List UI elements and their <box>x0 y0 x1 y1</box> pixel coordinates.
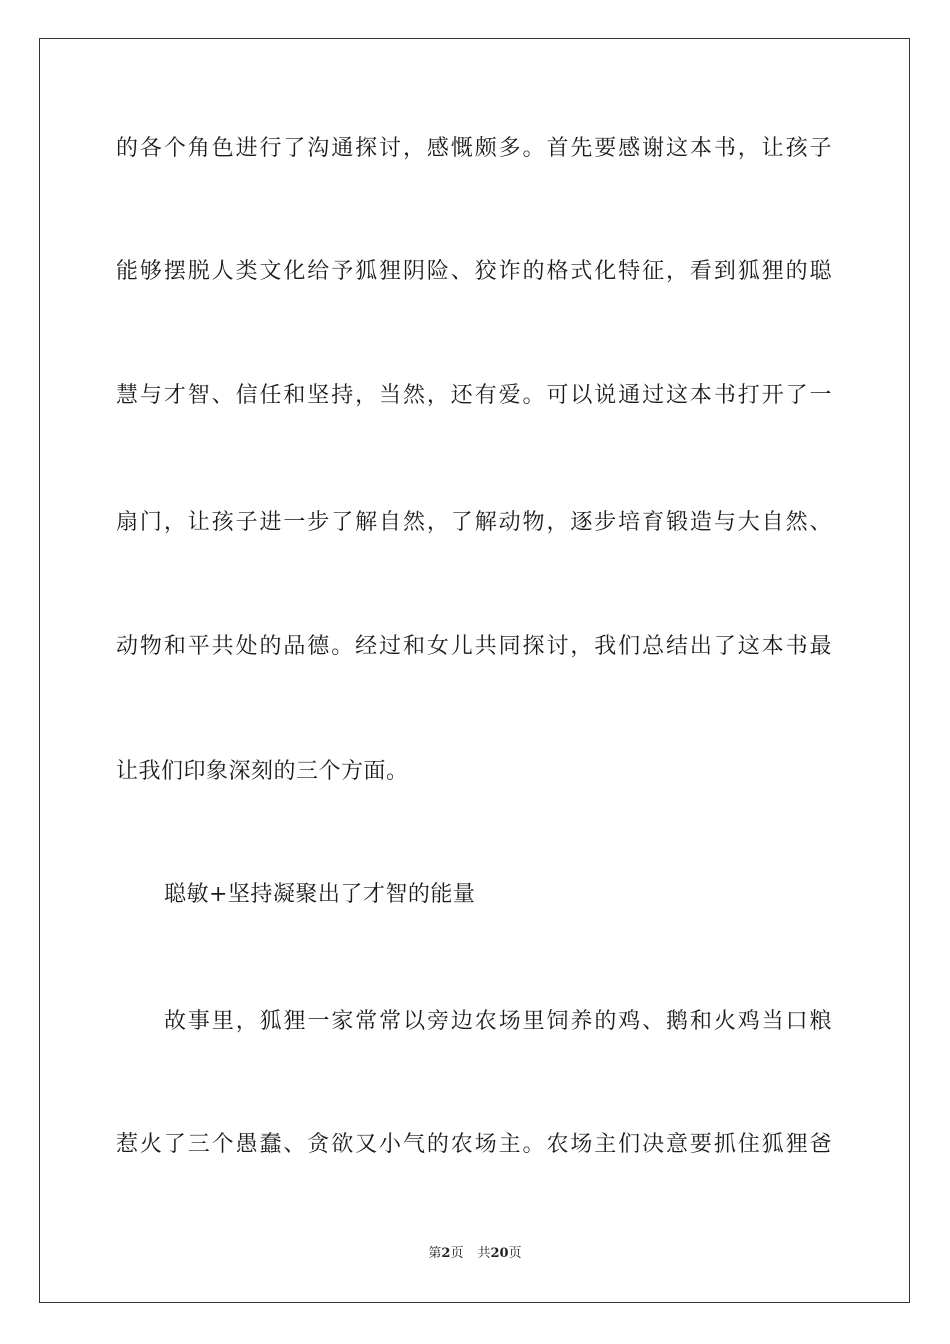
paragraph-line-5: 动物和平共处的品德。经过和女儿共同探讨，我们总结出了这本书最 <box>116 634 832 659</box>
section-heading: 聪敏+坚持凝聚出了才智的能量 <box>164 882 476 907</box>
page-suffix: 页 <box>450 1246 464 1261</box>
page-total: 20 <box>490 1246 509 1261</box>
page-border <box>39 38 910 1303</box>
page-current: 2 <box>441 1246 451 1261</box>
paragraph-line-2: 能够摆脱人类文化给予狐狸阴险、狡诈的格式化特征，看到狐狸的聪 <box>116 259 832 284</box>
page-prefix: 第 <box>428 1246 442 1261</box>
paragraph-line-8: 惹火了三个愚蠢、贪欲又小气的农场主。农场主们决意要抓住狐狸爸 <box>116 1132 832 1157</box>
paragraph-line-3: 慧与才智、信任和坚持，当然，还有爱。可以说通过这本书打开了一 <box>116 383 832 408</box>
total-prefix: 共 <box>477 1246 491 1261</box>
total-suffix: 页 <box>508 1246 522 1261</box>
paragraph-line-1: 的各个角色进行了沟通探讨，感慨颇多。首先要感谢这本书，让孩子 <box>116 136 832 161</box>
paragraph-line-4: 扇门，让孩子进一步了解自然，了解动物，逐步培育锻造与大自然、 <box>116 510 832 535</box>
page-footer <box>0 1245 950 1263</box>
paragraph-line-7: 故事里，狐狸一家常常以旁边农场里饲养的鸡、鹅和火鸡当口粮 <box>164 1009 832 1034</box>
paragraph-line-6: 让我们印象深刻的三个方面。 <box>116 759 409 784</box>
